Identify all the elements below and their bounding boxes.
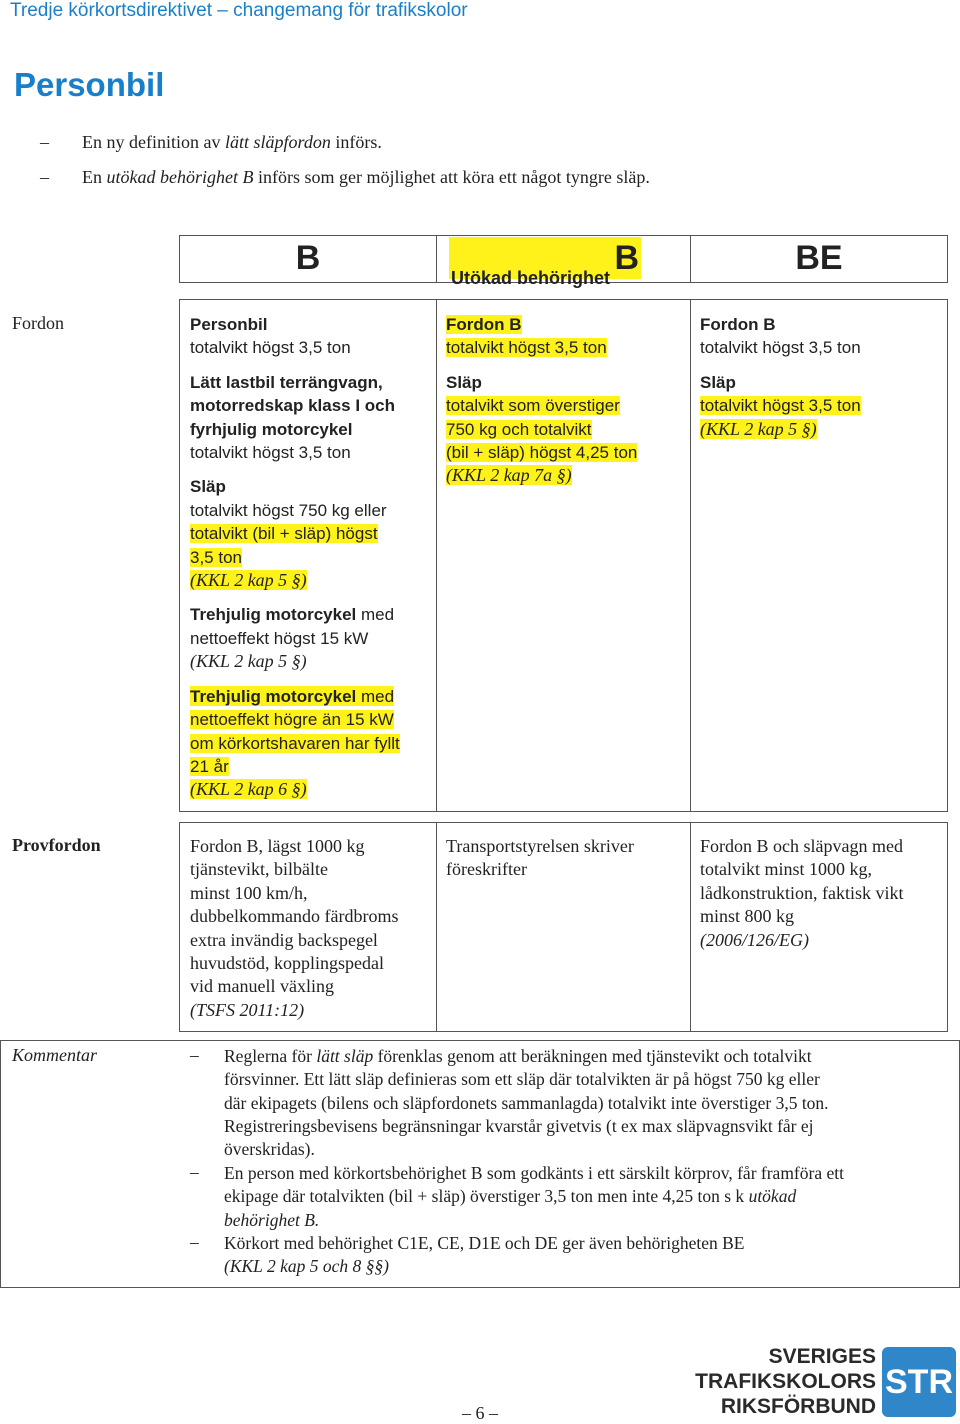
provfordon-b-content: Fordon B, lägst 1000 kg tjänstevikt, bilbälte minst 100 km/h, dubbelkommando färdbroms extra invändig backspegel huvudstöd, kopplingspedal vid manuell växling (TSFS 2011:12) <box>190 836 399 1020</box>
column-header-be: BE <box>795 239 843 277</box>
str-logo-badge: STR <box>882 1347 956 1417</box>
comment-item: Körkort med behörighet C1E, CE, D1E och DE ger även behörigheten BE (KKL 2 kap 5 och 8 §§) <box>224 1233 745 1277</box>
intro-item: – En ny definition av lätt släpfordon införs. <box>40 132 382 152</box>
comment-bullet: – <box>190 1232 199 1252</box>
row-label-fordon: Fordon <box>12 313 65 333</box>
fordon-b-content: Personbil totalvikt högst 3,5 ton Lätt lastbil terrängvagn, motorredskap klass I och fyrhjulig motorcykel totalvikt högst 3,5 ton Släp totalvikt högst 750 kg eller totalvikt (bil + släp) högst 3,5 ton (KKL 2 kap 5 §) Trehjulig motorcykel med nettoeffekt högst 15 kW (KKL 2 kap 5 §) Trehjulig motorcykel med nettoeffekt högre än 15 kW om körkortshavaren har fyllt 21 år (KKL 2 kap 6 §) <box>190 315 400 800</box>
fordon-be-content: Fordon B totalvikt högst 3,5 ton Släp totalvikt högst 3,5 ton (KKL 2 kap 5 §) <box>700 315 861 439</box>
intro-item: – En utökad behörighet B införs som ger möjlighet att köra ett något tyngre släp. <box>40 167 650 187</box>
provfordon-be-content: Fordon B och släpvagn med totalvikt minst 1000 kg, lådkonstruktion, faktisk vikt minst 800 kg (2006/126/EG) <box>700 836 904 950</box>
str-logo: SVERIGES TRAFIKSKOLORS RIKSFÖRBUND <box>695 1345 876 1418</box>
row-label-kommentar: Kommentar <box>12 1045 97 1065</box>
provfordon-utokad-content: Transportstyrelsen skriver föreskrifter <box>446 836 634 880</box>
comment-bullet: – <box>190 1045 199 1065</box>
column-header-b: B <box>295 239 321 277</box>
comment-item: En person med körkortsbehörighet B som godkänts i ett särskilt körprov, får framföra ett ekipage där totalvikten (bil + släp) överstiger 3,5 ton men inte 4,25 ton s k utökad behörighet B. <box>224 1163 844 1230</box>
document-header: Tredje körkortsdirektivet – changemang för trafikskolor <box>10 0 468 21</box>
page-title: Personbil <box>14 66 165 103</box>
comment-bullet: – <box>190 1162 199 1182</box>
comment-item: Reglerna för lätt släp förenklas genom att beräkningen med tjänstevikt och totalvikt försvinner. Ett lätt släp definieras som ett släp där totalvikten är på högst 750 kg eller där ekipagets (bilens och släpfordonets sammanlagda) totalvikt inte överstiger 3,5 ton. Registreringsbevisens begränsningar kvarstår givetvis (t ex max släpvagnsvikt får ej överskridas). <box>224 1046 829 1160</box>
column-header-utokad: Utökad behörighet B <box>451 239 640 288</box>
fordon-utokad-content: Fordon B totalvikt högst 3,5 ton Släp totalvikt som överstiger 750 kg och totalvikt (bil + släp) högst 4,25 ton (KKL 2 kap 7a §) <box>446 315 638 486</box>
row-label-provfordon: Provfordon <box>12 835 101 855</box>
page-number: – 6 – <box>462 1403 498 1423</box>
